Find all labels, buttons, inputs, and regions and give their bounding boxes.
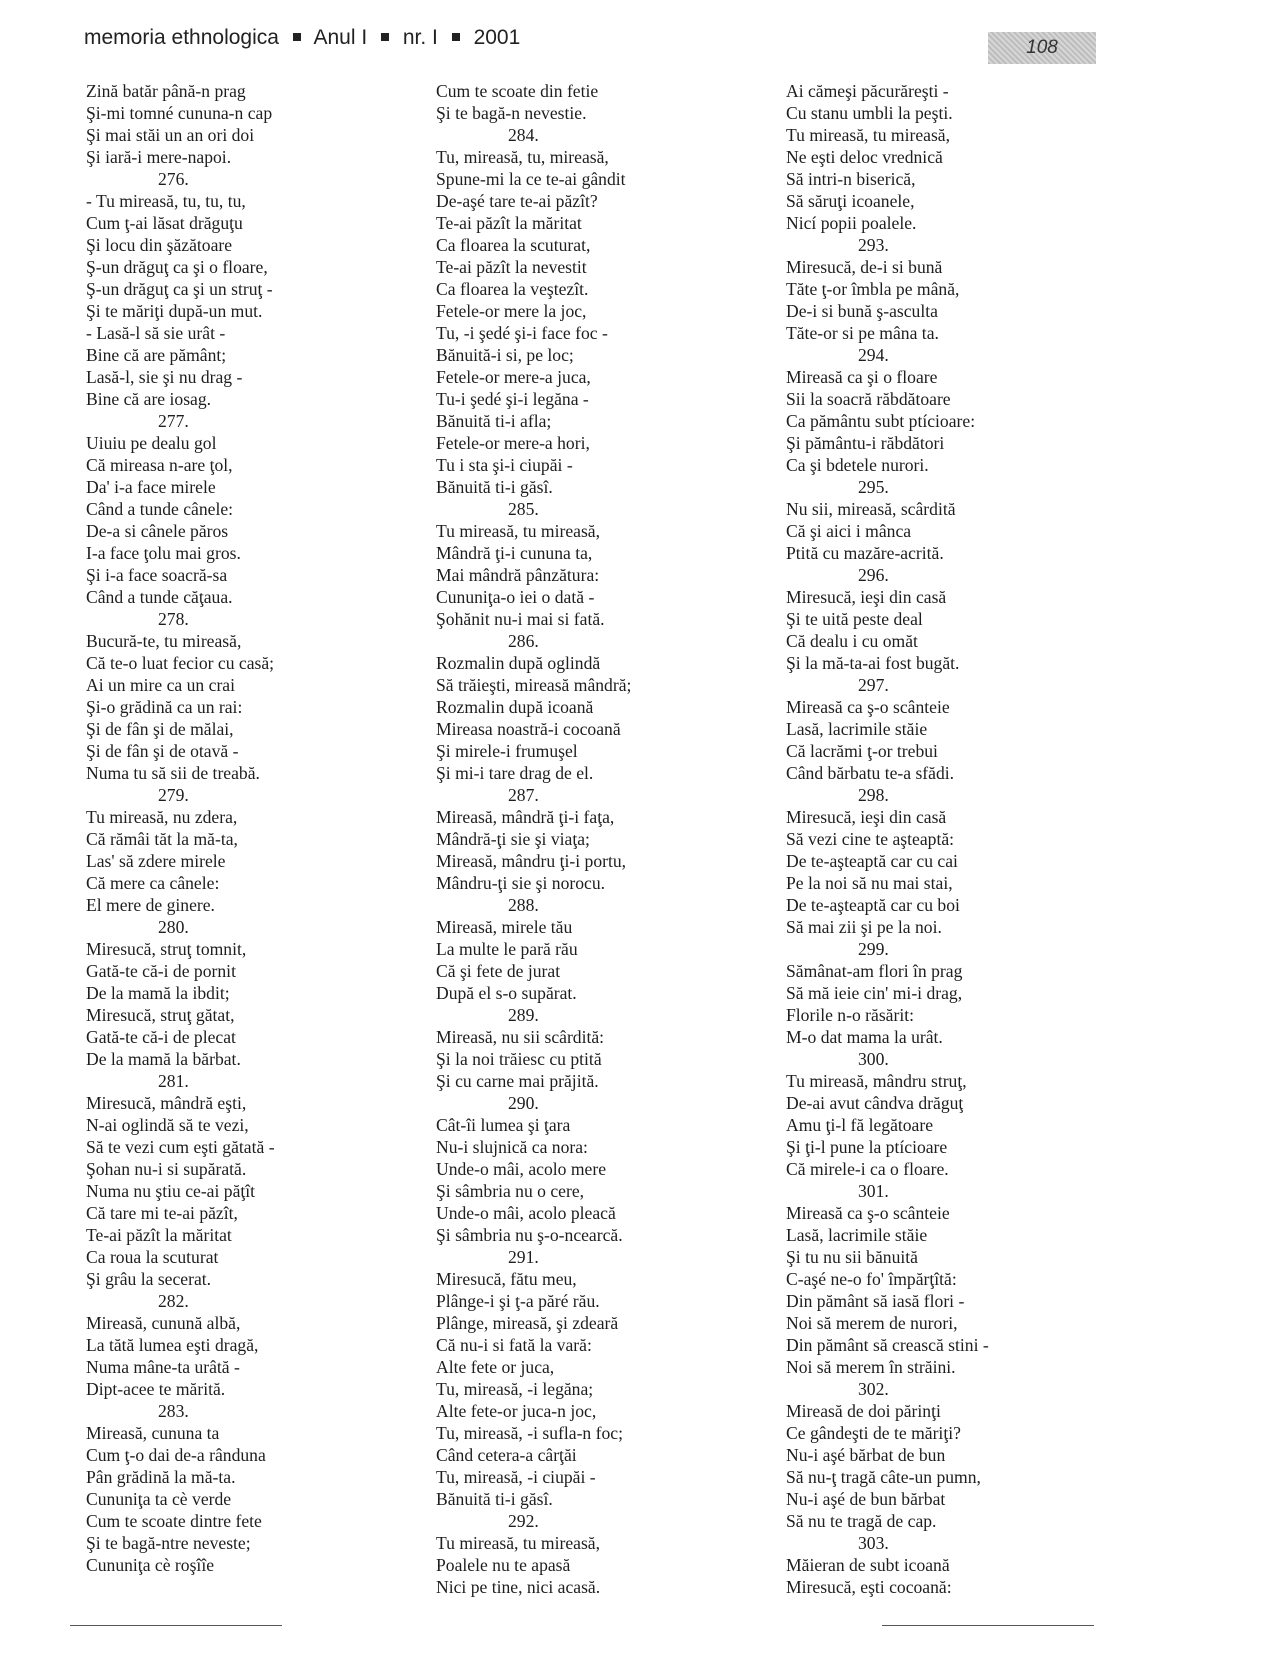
verse-line: Măieran de subt icoană: [786, 1555, 950, 1575]
verse-line: Bănuită-i si, pe loc;: [436, 345, 574, 365]
verse-line: Miresucă, ieşi din casă: [786, 587, 947, 607]
verse-line: De la mamă la ibdit;: [86, 983, 230, 1003]
verse-line: Şi mi-i tare drag de el.: [436, 763, 594, 783]
verse-line: Gată-te că-i de plecat: [86, 1027, 236, 1047]
verse-line: Să intri-n biserică,: [786, 169, 916, 189]
verse-line: Mireasă ca şi o floare: [786, 367, 938, 387]
verse-line: Ce gândeşti de te măriţi?: [786, 1423, 961, 1443]
verse-line: Mai mândră pânzătura:: [436, 565, 600, 585]
page-number: 108: [1026, 37, 1058, 58]
verse-line: Bine că are iosag.: [86, 389, 212, 409]
verse-line: Şi la mă-ta-ai fost bugăt.: [786, 653, 960, 673]
verse-line: Nicí popii poalele.: [786, 213, 917, 233]
verse-line: Fetele-or mere-a juca,: [436, 367, 591, 387]
verse-line: Mireasă, cunună albă,: [86, 1313, 241, 1333]
verse-line: Miresucă, eşti cocoană:: [786, 1577, 952, 1597]
verse-line: Să vezi cine te aşteaptă:: [786, 829, 955, 849]
square-bullet-icon: [293, 33, 301, 41]
verse-line: Nu-i aşé bărbat de bun: [786, 1445, 946, 1465]
verse-line: Şohan nu-i si supărată.: [86, 1159, 247, 1179]
verse-line: Alte fete or juca,: [436, 1357, 555, 1377]
verse-line: Şi sâmbria nu ş-o-ncearcă.: [436, 1225, 623, 1245]
stanza-number: 276.: [158, 169, 189, 189]
verse-line: Unde-o mâi, acolo pleacă: [436, 1203, 616, 1223]
verse-line: Şi i-a face soacră-sa: [86, 565, 228, 585]
text-column-left: [86, 80, 426, 1576]
stanza-number: 300.: [858, 1049, 889, 1069]
verse-line: Şi mirele-i frumuşel: [436, 741, 578, 761]
stanza-number: 283.: [158, 1401, 189, 1421]
verse-line: Poalele nu te apasă: [436, 1555, 571, 1575]
verse-line: El mere de ginere.: [86, 895, 215, 915]
verse-line: Sii la soacră răbdătoare: [786, 389, 951, 409]
stanza-number: 281.: [158, 1071, 189, 1091]
verse-line: Ca roua la scuturat: [86, 1247, 219, 1267]
verse-line: Miresucă, mândră eşti,: [86, 1093, 247, 1113]
verse-line: Că dealu i cu omăt: [786, 631, 918, 651]
verse-line: Ptită cu mazăre-acrită.: [786, 543, 944, 563]
verse-line: Tu, mireasă, -i ciupăi -: [436, 1467, 596, 1487]
verse-line: Şi te măriţi după-un mut.: [86, 301, 263, 321]
verse-line: Când a tunde cânele:: [86, 499, 234, 519]
verse-line: De-aşé tare te-ai păzît?: [436, 191, 598, 211]
verse-line: Tu mireasă, tu mireasă,: [786, 125, 951, 145]
verse-line: Miresucă, fătu meu,: [436, 1269, 577, 1289]
verse-line: Mândră ţi-i cununa ta,: [436, 543, 593, 563]
verse-line: Mireasă ca ş-o scânteie: [786, 697, 950, 717]
verse-line: Nici pe tine, nici acasă.: [436, 1577, 601, 1597]
verse-line: Tu, mireasă, -i legăna;: [436, 1379, 594, 1399]
verse-line: Şi te bagă-n nevestie.: [436, 103, 587, 123]
stanza-number: 282.: [158, 1291, 189, 1311]
verse-line: - Lasă-l să sie urât -: [86, 323, 226, 343]
verse-line: Te-ai păzît la măritat: [86, 1225, 232, 1245]
publication-year: 2001: [473, 26, 521, 49]
verse-line: Când cetera-a cârţăi: [436, 1445, 577, 1465]
verse-line: Zină batăr până-n prag: [86, 81, 246, 101]
verse-line: Şi locu din şăzătoare: [86, 235, 233, 255]
verse-line: Şi de fân şi de otavă -: [86, 741, 239, 761]
issue-label: nr. I: [402, 26, 438, 49]
verse-line: Şohănit nu-i mai si fată.: [436, 609, 605, 629]
verse-line: Cum ţ-ai lăsat drăguţu: [86, 213, 243, 233]
verse-line: Lasă, lacrimile stăie: [786, 1225, 928, 1245]
verse-line: Dipt-acee te mărită.: [86, 1379, 226, 1399]
verse-line: N-ai oglindă să te vezi,: [86, 1115, 249, 1135]
verse-line: Ai cămeşi păcurăreşti -: [786, 81, 949, 101]
verse-line: Numa mâne-ta urâtă -: [86, 1357, 240, 1377]
verse-line: Din pământ să iasă flori -: [786, 1291, 965, 1311]
verse-line: Cum ţ-o dai de-a rânduna: [86, 1445, 266, 1465]
verse-line: Că tare mi te-ai păzît,: [86, 1203, 238, 1223]
verse-line: Şi cu carne mai prăjită.: [436, 1071, 599, 1091]
verse-line: Ca şi bdetele nurori.: [786, 455, 929, 475]
stanza-number: 301.: [858, 1181, 889, 1201]
verse-line: Mireasă, mirele tău: [436, 917, 573, 937]
verse-line: Alte fete-or juca-n joc,: [436, 1401, 597, 1421]
square-bullet-icon: [381, 33, 389, 41]
stanza-number: 288.: [508, 895, 539, 915]
verse-line: Nu-i slujnică ca nora:: [436, 1137, 588, 1157]
verse-line: Tu mireasă, mândru struţ,: [786, 1071, 967, 1091]
verse-line: Lasă, lacrimile stăie: [786, 719, 928, 739]
verse-line: Bucură-te, tu mireasă,: [86, 631, 242, 651]
verse-line: După el s-o supărat.: [436, 983, 577, 1003]
stanza-number: 278.: [158, 609, 189, 629]
verse-line: Mândră-ţi sie şi viaţa;: [436, 829, 590, 849]
verse-line: Tu, mireasă, -i sufla-n foc;: [436, 1423, 623, 1443]
verse-line: Că mirele-i ca o floare.: [786, 1159, 949, 1179]
verse-line: Şi sâmbria nu o cere,: [436, 1181, 585, 1201]
verse-line: Mireasă, mândră ţi-i faţa,: [436, 807, 615, 827]
verse-line: Bine că are pământ;: [86, 345, 227, 365]
verse-line: Numa tu să sii de treabă.: [86, 763, 260, 783]
verse-line: Bănuită ti-i găsî.: [436, 477, 553, 497]
verse-line: Miresucă, struţ gătat,: [86, 1005, 235, 1025]
verse-line: Nu sii, mireasă, scârdită: [786, 499, 956, 519]
verse-line: Când a tunde căţaua.: [86, 587, 233, 607]
verse-line: Ai un mire ca un crai: [86, 675, 235, 695]
verse-line: Tăte ţ-or îmbla pe mână,: [786, 279, 960, 299]
verse-line: Plânge, mireasă, şi zdeară: [436, 1313, 619, 1333]
verse-line: Tu, mireasă, tu, mireasă,: [436, 147, 609, 167]
stanza-number: 289.: [508, 1005, 539, 1025]
verse-line: Să trăieşti, mireasă mândră;: [436, 675, 632, 695]
verse-line: Te-ai păzît la măritat: [436, 213, 582, 233]
verse-line: Tu mireasă, tu mireasă,: [436, 521, 601, 541]
verse-line: Numa nu ştiu ce-ai păţît: [86, 1181, 256, 1201]
year-label: Anul I: [313, 26, 368, 49]
verse-line: Să mă ieie cin' mi-i drag,: [786, 983, 963, 1003]
verse-line: Că nu-i si fată la vară:: [436, 1335, 592, 1355]
verse-line: - Tu mireasă, tu, tu, tu,: [86, 191, 246, 211]
stanza-number: 284.: [508, 125, 539, 145]
verse-line: Când bărbatu te-a sfădi.: [786, 763, 955, 783]
verse-line: Tu i sta şi-i ciupăi -: [436, 455, 573, 475]
verse-line: Ca pământu subt ptícioare:: [786, 411, 976, 431]
verse-line: Cum te scoate dintre fete: [86, 1511, 262, 1531]
verse-line: Mireasă, cununa ta: [86, 1423, 220, 1443]
stanza-number: 277.: [158, 411, 189, 431]
verse-line: Să te vezi cum eşti gătată -: [86, 1137, 275, 1157]
verse-line: Noi să merem de nurori,: [786, 1313, 958, 1333]
stanza-number: 295.: [858, 477, 889, 497]
verse-line: Mireasă de doi părinţi: [786, 1401, 941, 1421]
verse-line: Că rămâi tăt la mă-ta,: [86, 829, 238, 849]
verse-line: Tu, -i şedé şi-i face foc -: [436, 323, 608, 343]
verse-line: Că şi aici i mânca: [786, 521, 912, 541]
verse-line: Cununiţa cè roşîîe: [86, 1555, 215, 1575]
verse-line: Miresucă, ieşi din casă: [786, 807, 947, 827]
stanza-number: 291.: [508, 1247, 539, 1267]
verse-line: Bănuită ti-i afla;: [436, 411, 552, 431]
verse-line: Să nu te tragă de cap.: [786, 1511, 937, 1531]
verse-line: Fetele-or mere la joc,: [436, 301, 587, 321]
verse-line: Cununiţa ta cè verde: [86, 1489, 232, 1509]
verse-line: Mireasă, nu sii scârdită:: [436, 1027, 605, 1047]
verse-line: Că te-o luat fecior cu casă;: [86, 653, 275, 673]
journal-title: memoria ethnologica: [84, 26, 279, 49]
verse-line: Şi iară-i mere-napoi.: [86, 147, 232, 167]
verse-line: Să mai zii şi pe la noi.: [786, 917, 942, 937]
verse-line: Tu-i şedé şi-i legăna -: [436, 389, 589, 409]
verse-line: C-aşé ne-o fo' împărţîtă:: [786, 1269, 957, 1289]
verse-line: Pe la noi să nu mai stai,: [786, 873, 953, 893]
stanza-number: 286.: [508, 631, 539, 651]
verse-line: Lasă-l, sie şi nu drag -: [86, 367, 243, 387]
stanza-number: 279.: [158, 785, 189, 805]
verse-line: Cum te scoate din fetie: [436, 81, 599, 101]
verse-line: M-o dat mama la urât.: [786, 1027, 943, 1047]
running-header: [84, 26, 520, 50]
stanza-number: 299.: [858, 939, 889, 959]
verse-line: De-i si bună ş-asculta: [786, 301, 938, 321]
verse-line: Mândru-ţi sie şi norocu.: [436, 873, 606, 893]
stanza-number: 280.: [158, 917, 189, 937]
stanza-number: 293.: [858, 235, 889, 255]
verse-line: Tu mireasă, nu zdera,: [86, 807, 238, 827]
stanza-number: 296.: [858, 565, 889, 585]
stanza-number: 298.: [858, 785, 889, 805]
verse-line: Şi tu nu sii bănuită: [786, 1247, 918, 1267]
verse-line: Din pământ să crească stini -: [786, 1335, 989, 1355]
verse-line: Tăte-or si pe mâna ta.: [786, 323, 939, 343]
verse-line: I-a face ţolu mai gros.: [86, 543, 241, 563]
verse-line: Unde-o mâi, acolo mere: [436, 1159, 607, 1179]
stanza-number: 290.: [508, 1093, 539, 1113]
verse-line: Că mireasa n-are ţol,: [86, 455, 233, 475]
verse-line: Noi să merem în străini.: [786, 1357, 956, 1377]
verse-line: Mireasa noastră-i cocoană: [436, 719, 621, 739]
verse-line: Florile n-o răsărit:: [786, 1005, 915, 1025]
verse-line: Bănuită ti-i găsî.: [436, 1489, 553, 1509]
verse-line: Rozmalin după oglindă: [436, 653, 601, 673]
verse-line: Uiuiu pe dealu gol: [86, 433, 217, 453]
verse-line: Să nu-ţ tragă câte-un pumn,: [786, 1467, 981, 1487]
verse-line: Miresucă, struţ tomnit,: [86, 939, 247, 959]
text-column-middle: [436, 80, 776, 1598]
verse-line: La multe le pară rău: [436, 939, 578, 959]
verse-line: Rozmalin după icoană: [436, 697, 594, 717]
verse-line: Să săruţi icoanele,: [786, 191, 915, 211]
stanza-number: 302.: [858, 1379, 889, 1399]
verse-line: Că şi fete de jurat: [436, 961, 561, 981]
stanza-number: 292.: [508, 1511, 539, 1531]
verse-line: De-a si cânele păros: [86, 521, 229, 541]
verse-line: Şi mai stăi un an ori doi: [86, 125, 255, 145]
verse-line: Cu stanu umbli la peşti.: [786, 103, 953, 123]
verse-line: Şi la noi trăiesc cu ptită: [436, 1049, 602, 1069]
verse-line: Şi te uită peste deal: [786, 609, 923, 629]
verse-line: De te-aşteaptă car cu cai: [786, 851, 958, 871]
verse-line: Da' i-a face mirele: [86, 477, 216, 497]
verse-line: De la mamă la bărbat.: [86, 1049, 241, 1069]
verse-line: Amu ţi-l fă legătoare: [786, 1115, 934, 1135]
verse-line: Ca floarea la scuturat,: [436, 235, 591, 255]
verse-line: Te-ai păzît la nevestit: [436, 257, 587, 277]
verse-line: Şi pământu-i răbdători: [786, 433, 945, 453]
footer-rule-right: [882, 1625, 1094, 1626]
verse-line: La tătă lumea eşti dragă,: [86, 1335, 259, 1355]
page-number-box: [988, 32, 1096, 64]
text-column-right: [786, 80, 1126, 1598]
verse-line: Gată-te că-i de pornit: [86, 961, 236, 981]
verse-line: Mireasă, mândru ţi-i portu,: [436, 851, 627, 871]
verse-line: Ca floarea la veştezît.: [436, 279, 589, 299]
stanza-number: 287.: [508, 785, 539, 805]
verse-line: Că lacrămi ţ-or trebui: [786, 741, 938, 761]
verse-line: Spune-mi la ce te-ai gândit: [436, 169, 626, 189]
verse-line: De te-aşteaptă car cu boi: [786, 895, 960, 915]
verse-line: Ş-un drăguţ ca şi un struţ -: [86, 279, 273, 299]
verse-line: Las' să zdere mirele: [86, 851, 226, 871]
verse-line: Şi te bagă-ntre neveste;: [86, 1533, 251, 1553]
verse-line: Mireasă ca ş-o scânteie: [786, 1203, 950, 1223]
square-bullet-icon: [452, 33, 460, 41]
verse-line: De-ai avut cândva drăguţ: [786, 1093, 964, 1113]
stanza-number: 285.: [508, 499, 539, 519]
stanza-number: 297.: [858, 675, 889, 695]
verse-line: Şi ţi-l pune la ptícioare: [786, 1137, 948, 1157]
verse-line: Nu-i aşé de bun bărbat: [786, 1489, 946, 1509]
verse-line: Că mere ca cânele:: [86, 873, 220, 893]
verse-line: Cununiţa-o iei o dată -: [436, 587, 595, 607]
verse-line: Ne eşti deloc vrednică: [786, 147, 943, 167]
verse-line: Tu mireasă, tu mireasă,: [436, 1533, 601, 1553]
verse-line: Plânge-i şi ţ-a păré rău.: [436, 1291, 600, 1311]
verse-line: Sămânat-am flori în prag: [786, 961, 963, 981]
stanza-number: 294.: [858, 345, 889, 365]
verse-line: Pân grădină la mă-ta.: [86, 1467, 236, 1487]
verse-line: Şi de fân şi de mălai,: [86, 719, 234, 739]
stanza-number: 303.: [858, 1533, 889, 1553]
verse-line: Fetele-or mere-a hori,: [436, 433, 590, 453]
verse-line: Cât-îi lumea şi ţara: [436, 1115, 571, 1135]
verse-line: Şi-mi tomné cununa-n cap: [86, 103, 273, 123]
verse-line: Şi grâu la secerat.: [86, 1269, 212, 1289]
verse-line: Miresucă, de-i si bună: [786, 257, 943, 277]
footer-rule-left: [70, 1625, 282, 1626]
verse-line: Şi-o grădină ca un rai:: [86, 697, 243, 717]
verse-line: Ş-un drăguţ ca şi o floare,: [86, 257, 268, 277]
